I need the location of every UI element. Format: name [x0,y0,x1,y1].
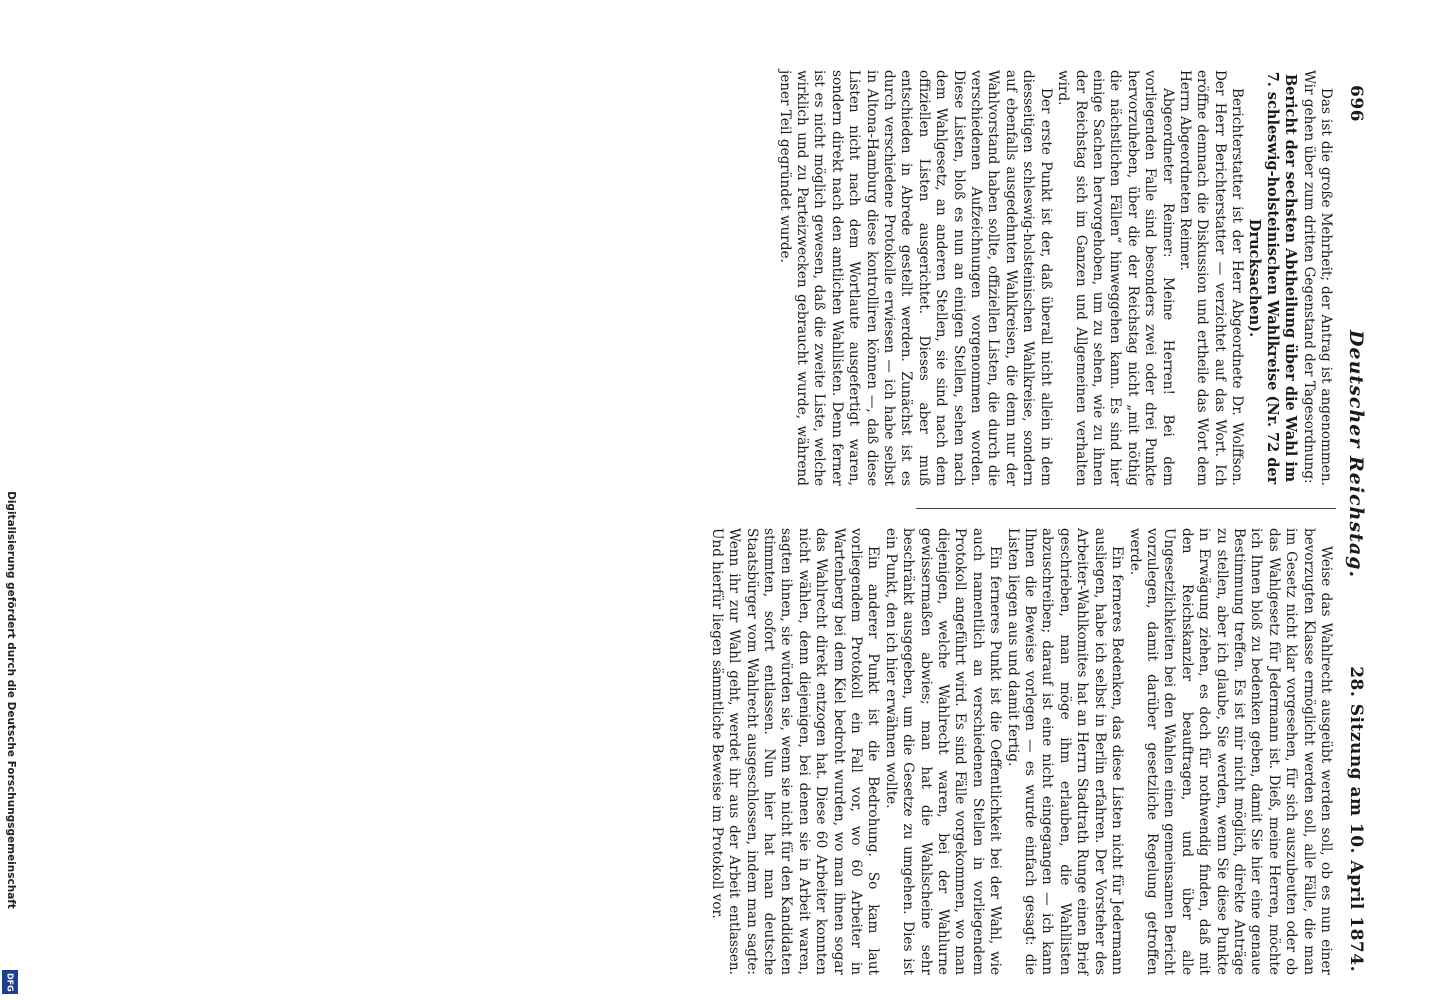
right-column [708,528,1334,975]
session-label: 28. Sitzung am 10. April 1874. [1346,666,1366,972]
paragraph: Weise das Wahlrecht ausgeübt werden soll, ob es nun einer bevorzugten Klasse ermöglicht werden soll, alle Fälle, die man im Gesetz nicht klar vorgesehen, für sich auszubeuten oder ob das Wahlgesetz für Jedermann ist. Dieß, meine Herren, möchte ich Ihnen bloß zu bedenken geben, damit Sie hier eine genaue Bestimmung treffen. Es ist mir nicht möglich, direkte Anträge zu stellen, aber ich glaube, Sie werden, wenn Sie diese Punkte in Erwägung ziehen, es doch für nothwendig finden, daß mit den Reichskanzler beauftragen, und über alle Ungesetzlichkeiten bei den Wahlen einen gemeinsamen Bericht vorzulegen, damit darüber gesetzliche Regelung getroffen werde. [1126,528,1334,975]
paragraph: Das ist die große Mehrheit; der Antrag ist angenommen. Wir gehen über zum dritten Gegenstand der Tagesordnung: [1300,70,1334,486]
credit-text: Digitalisierung gefördert durch die Deutsche Forschungsgemeinschaft [5,491,17,909]
page-title: Deutscher Reichstag. [1345,330,1367,579]
paragraph: Ein ferneres Bedenken, das diese Listen nicht für Jedermann ausliegen, habe ich selbst in Berlin erfahren. Der Vorsteher des Arbeiter-Wahlkomites hat an Herrn Stadtrath Runge einen Brief geschrieben, man möge ihm erlauben, die Wahllisten abzuschreiben; darauf ist eine nicht eingegangen — ich kann Ihnen die Beweise vorlegen — es wurde einfach gesagt: die Listen liegen aus und damit fertig. [1004,528,1126,975]
column-divider [916,508,1336,509]
paragraph: Der erste Punkt ist der, daß überall nicht allein in dem diesseitigen schleswig-holsteinischen Wahlkreise, sondern auf ebenfalls ausgedehnten Wahlkreisen, die denn nur der Wahlvorstand haben sollte, offiziellen Listen, die durch die verschiedenen Aufzeichnungen vorgenommen worden. Diese Listen, bloß es nun an einigen Stellen, sehen nach dem Wahlgesetz, an anderen Stellen, sie sind nach dem offiziellen Listen ausgerichtet. Dieses aber muß entschieden in Abrede gestellt werden. Zunächst ist es durch verschiedene Protokolle erwiesen — ich habe selbst in Altona-Hamburg diese kontrolliren können —, daß diese Listen nicht nach dem Wortlaute ausgefertigt waren, sondern direkt nach den amtlichen Wahllisten. Denn ferner ist es nicht möglich gewesen, daß die zweite Liste, welche wirklich und zu Parteizwecken gebraucht wurde, während jener Teil gegründet wurde. [776,70,1054,486]
left-column [776,70,1334,486]
paragraph: Berichterstatter ist der Herr Abgeordnete Dr. Wolffson. Der Herr Berichterstatter — verzichtet auf das Wort. Ich eröffne demnach die Diskussion und ertheile das Wort dem Herrn Abgeordneten Reimer. [1176,70,1246,486]
paragraph: Ein anderer Punkt ist die Bedrohung. So kam laut vorliegendem Protokoll ein Fall vor, wo 60 Arbeiter in Wartenberg bei dem Kiel bedroht wurden, wo man ihnen sogar das Wahlrecht direkt entzogen hat. Diese 60 Arbeiter konnten nicht wählen, denn diejenigen, bei denen sie in Arbeit waren, sagten ihnen, sie würden sie, wenn sie nicht für den Kandidaten stimmten, sofort entlassen. Nun hier hat man deutsche Staatsbürger vom Wahlrecht ausgeschlossen, indem man sagte: Wenn ihr zur Wahl geht, werdet ihr aus der Arbeit entlassen. Und hierfür liegen sämmtliche Beweise im Protokoll vor. [708,528,882,975]
page-header [1342,85,1370,972]
page-number: 696 [1346,85,1366,122]
paragraph: Abgeordneter Reimer: Meine Herren! Bei dem vorliegenden Falle sind besonders zwei oder drei Punkte hervorzuheben, über die der Reichstag nicht „mit nöthig die nächstlichen Fällen“ hinweggehen kann. Es sind hier einige Sachen hervorgehoben, um zu sehen, wie zu ihnen der Reichstag sich im Ganzen und Allgemeinen verhalten wird. [1055,70,1176,486]
dfg-logo: DFG [2,970,18,994]
paragraph: Ein ferneres Punkt ist die Oeffentlichkeit bei der Wahl, wie auch namentlich an verschiedenen Stellen in vorliegendem Protokoll angeführt wird. Es sind Fälle vorgekommen, wo man diejenigen, welche Wahlrecht waren, bei der Wahlurne gewissermaßen abwies; man hat die Wahlscheine sehr beschränkt ausgegeben, um die Gesetze zu umgehen. Dies ist ein Punkt, den ich hier erwähnen wollte. [882,528,1004,975]
paragraph: Bericht der sechsten Abtheilung über die Wahl im 7. schleswig-holsteinischen Wahlkreise (Nr. 72 der Drucksachen). [1246,71,1300,485]
